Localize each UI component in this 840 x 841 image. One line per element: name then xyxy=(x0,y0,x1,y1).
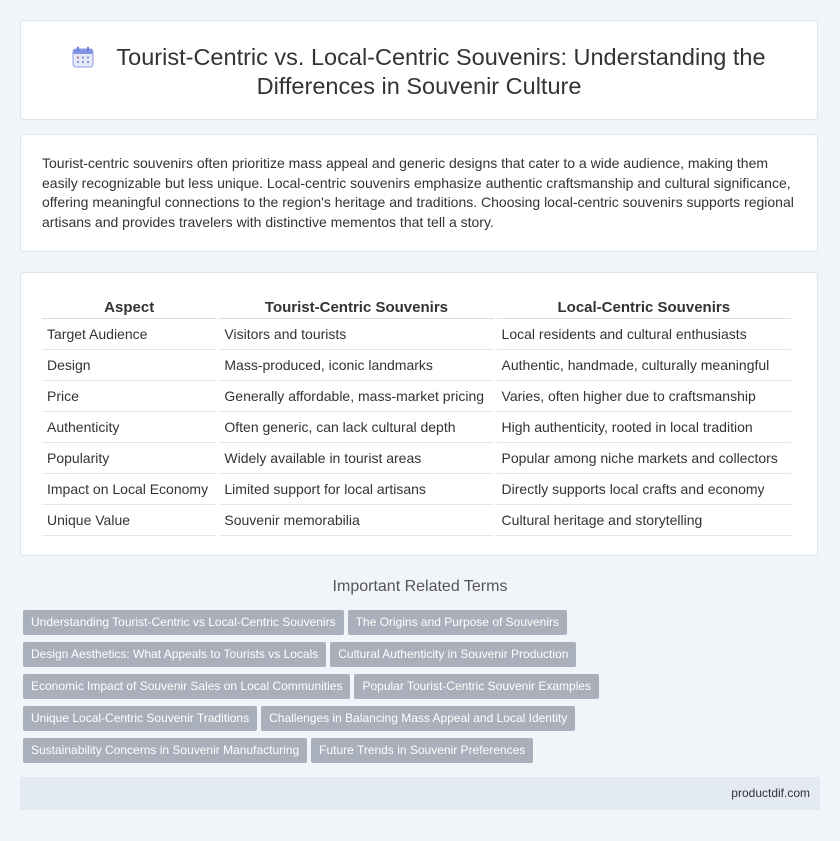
tourist-cell: Souvenir memorabilia xyxy=(219,505,493,536)
aspect-cell: Target Audience xyxy=(42,319,216,350)
table-row xyxy=(42,443,791,474)
related-term-tag[interactable]: Design Aesthetics: What Appeals to Tourists vs Locals xyxy=(23,642,326,667)
local-cell: Directly supports local crafts and economy xyxy=(497,474,791,505)
table-row xyxy=(42,350,791,381)
tag-row xyxy=(23,610,623,636)
aspect-cell: Design xyxy=(42,350,216,381)
calendar-icon xyxy=(72,46,94,68)
related-term-tag[interactable]: Sustainability Concerns in Souvenir Manufacturing xyxy=(23,738,307,763)
aspect-cell: Impact on Local Economy xyxy=(42,474,216,505)
header-tourist-centric: Tourist-Centric Souvenirs xyxy=(219,297,493,319)
aspect-cell: Unique Value xyxy=(42,505,216,536)
table-row xyxy=(42,381,791,412)
related-term-tag[interactable]: Popular Tourist-Centric Souvenir Examples xyxy=(354,674,599,699)
comparison-table xyxy=(39,297,794,536)
related-terms-heading: Important Related Terms xyxy=(332,578,508,595)
header-aspect: Aspect xyxy=(42,297,216,319)
local-cell: High authenticity, rooted in local tradition xyxy=(497,412,791,443)
related-term-tag[interactable]: Understanding Tourist-Centric vs Local-Centric Souvenirs xyxy=(23,610,344,635)
header-card xyxy=(20,20,818,120)
header-local-centric: Local-Centric Souvenirs xyxy=(497,297,791,319)
local-cell: Varies, often higher due to craftsmanship xyxy=(497,381,791,412)
related-terms-tags xyxy=(23,610,623,770)
intro-paragraph: Tourist-centric souvenirs often prioritize mass appeal and generic designs that cater to a wide audience, making them easily recognizable but less unique. Local-centric souvenirs emphasize authentic craftsmanship and cultural significance, offering meaningful connections to the region's heritage and traditions. Choosing local-centric souvenirs supports regional artisans and provides travelers with distinctive mementos that tell a story. xyxy=(42,155,794,231)
tourist-cell: Limited support for local artisans xyxy=(219,474,493,505)
tourist-cell: Widely available in tourist areas xyxy=(219,443,493,474)
table-row xyxy=(42,412,791,443)
related-term-tag[interactable]: Unique Local-Centric Souvenir Traditions xyxy=(23,706,257,731)
related-term-tag[interactable]: Cultural Authenticity in Souvenir Production xyxy=(330,642,576,667)
table-row xyxy=(42,505,791,536)
local-cell: Authentic, handmade, culturally meaningful xyxy=(497,350,791,381)
local-cell: Popular among niche markets and collectors xyxy=(497,443,791,474)
related-term-tag[interactable]: The Origins and Purpose of Souvenirs xyxy=(348,610,567,635)
table-header-row xyxy=(42,297,791,319)
related-term-tag[interactable]: Economic Impact of Souvenir Sales on Local Communities xyxy=(23,674,350,699)
aspect-cell: Price xyxy=(42,381,216,412)
footer-site-link[interactable]: productdif.com xyxy=(731,786,810,800)
table-row xyxy=(42,474,791,505)
intro-card xyxy=(20,134,818,252)
page-title-text: Tourist-Centric vs. Local-Centric Souvenirs: Understanding the Differences in Souvenir Culture xyxy=(116,44,766,99)
tourist-cell: Generally affordable, mass-market pricing xyxy=(219,381,493,412)
aspect-cell: Popularity xyxy=(42,443,216,474)
tourist-cell: Visitors and tourists xyxy=(219,319,493,350)
tag-row xyxy=(23,642,623,668)
aspect-cell: Authenticity xyxy=(42,412,216,443)
page-title xyxy=(61,43,777,101)
tag-row xyxy=(23,738,623,764)
title-wrap xyxy=(21,43,817,101)
tourist-cell: Mass-produced, iconic landmarks xyxy=(219,350,493,381)
tag-row xyxy=(23,706,623,732)
tag-row xyxy=(23,674,623,700)
related-term-tag[interactable]: Future Trends in Souvenir Preferences xyxy=(311,738,533,763)
related-term-tag[interactable]: Challenges in Balancing Mass Appeal and Local Identity xyxy=(261,706,575,731)
local-cell: Cultural heritage and storytelling xyxy=(497,505,791,536)
comparison-card xyxy=(20,272,818,556)
local-cell: Local residents and cultural enthusiasts xyxy=(497,319,791,350)
footer-bar xyxy=(20,777,820,810)
table-row xyxy=(42,319,791,350)
tourist-cell: Often generic, can lack cultural depth xyxy=(219,412,493,443)
